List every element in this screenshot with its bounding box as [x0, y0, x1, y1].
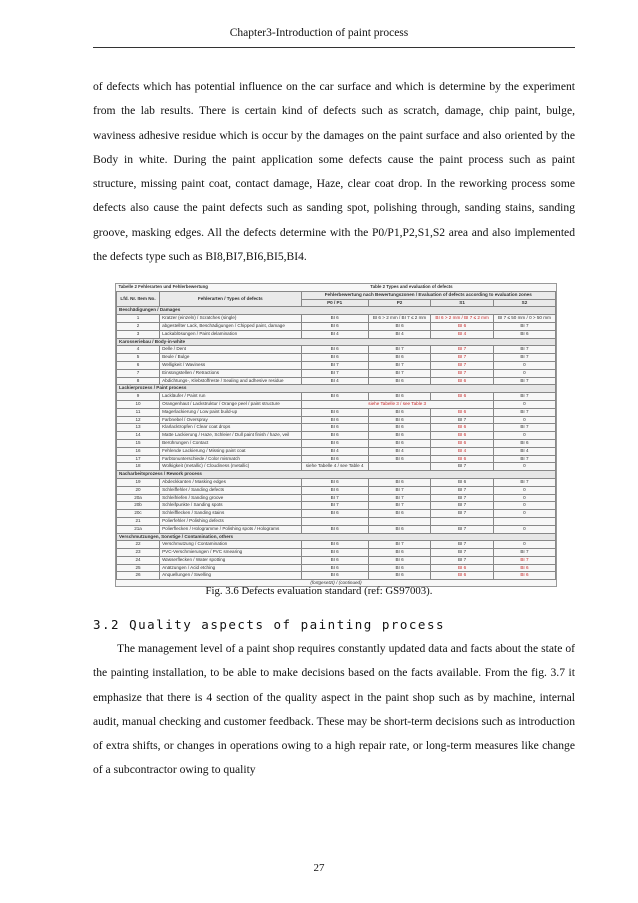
- zone-s2-cell: 0: [493, 486, 555, 494]
- item-no-cell: 4: [117, 346, 160, 354]
- section-heading: 3.2 Quality aspects of painting process: [93, 617, 445, 632]
- zone-s1-cell: BI 6: [431, 393, 494, 401]
- zone-p2-cell: BI 6: [368, 556, 431, 564]
- header-zone-s1: S1: [431, 299, 494, 307]
- table-row: [117, 408, 556, 416]
- defect-type-cell: Fehlende Lackierung / Missing paint coat: [160, 447, 301, 455]
- zone-s2-cell: BI 7: [493, 354, 555, 362]
- item-no-cell: 6: [117, 361, 160, 369]
- item-no-cell: 19: [117, 478, 160, 486]
- table-footer-note: (fortgesetzt) / (continued): [310, 580, 362, 586]
- zone-s2-cell: BI 6: [493, 330, 555, 338]
- table-row: [117, 393, 556, 401]
- item-no-cell: 12: [117, 416, 160, 424]
- item-no-cell: 14: [117, 432, 160, 440]
- zone-s1-cell: BI 6: [431, 377, 494, 385]
- body-paragraph-1: of defects which has potential influence on the car surface and which is determine by the experiment from the lab results. There is certain kind of defects such as scratch, damage, chip paint, bulge, waviness adhesive residue which is occur by the damages on the paint surface and also oriented by the Body in white. During the paint application some defects cause the paint process such as paint structure, missing paint coat, contact damage, Haze, clear coat drop. In the reworking process some defects also cause the paint defects such as sanding spot, polishing through, sanding stains, sanding groove, masking edges. All the defects determine with the P0/P1,P2,S1,S2 area and also implemented the defects type such as BI8,BI7,BI6,BI5,BI4.: [93, 80, 575, 264]
- zone-s2-cell: BI 7: [493, 549, 555, 557]
- item-no-cell: 20c: [117, 510, 160, 518]
- zone-s1-cell: BI 7: [431, 549, 494, 557]
- table-row: [117, 486, 556, 494]
- zone-p0p1-cell: BI 6: [301, 525, 368, 533]
- zone-s2-cell: BI 7: [493, 408, 555, 416]
- zone-p0p1-cell: BI 6: [301, 416, 368, 424]
- zone-p0p1-cell: BI 6: [301, 354, 368, 362]
- zone-p0p1-cell: BI 6: [301, 346, 368, 354]
- zone-p0p1-cell: siehe Tabelle 3 / see Table 3: [301, 400, 493, 408]
- table-row: [117, 502, 556, 510]
- zone-s2-cell: 0: [493, 432, 555, 440]
- table-group-row: [117, 338, 556, 346]
- table-row: [117, 330, 556, 338]
- zone-p2-cell: BI 4: [368, 447, 431, 455]
- zone-s2-cell: 0: [493, 369, 555, 377]
- defect-type-cell: Abdeckkanten / Masking edges: [160, 478, 301, 486]
- zone-s2-cell: BI 7: [493, 556, 555, 564]
- defect-type-cell: Wasserflecken / Water spotting: [160, 556, 301, 564]
- zone-p2-cell: BI 6: [368, 564, 431, 572]
- zone-s1-cell: BI 6: [431, 478, 494, 486]
- zone-p0p1-cell: BI 6: [301, 408, 368, 416]
- header-defect-type: Fehlerarten / Types of defects: [160, 291, 301, 307]
- zone-p2-cell: BI 7: [368, 494, 431, 502]
- item-no-cell: 16: [117, 447, 160, 455]
- header-rule: [93, 47, 575, 48]
- item-no-cell: 2: [117, 322, 160, 330]
- item-no-cell: 5: [117, 354, 160, 362]
- defect-type-cell: Farbtonunterschiede / Color mismatch: [160, 455, 301, 463]
- table-row: [117, 541, 556, 549]
- group-label: Lackierprozess / Paint process: [117, 385, 556, 393]
- zone-s1-cell: BI 7: [431, 346, 494, 354]
- zone-p0p1-cell: BI 7: [301, 361, 368, 369]
- defect-type-cell: Orangenhaut / Lackstruktur / Orange peel / paint structure: [160, 400, 301, 408]
- zone-s1-cell: BI 6: [431, 432, 494, 440]
- zone-s2-cell: BI 6: [493, 439, 555, 447]
- zone-p0p1-cell: BI 6: [301, 455, 368, 463]
- defect-type-cell: Farbnebel / Overspray: [160, 416, 301, 424]
- zone-p0p1-cell: [301, 517, 368, 525]
- defect-type-cell: abgestellter Lack, Beschädigungen / Chipped paint, damage: [160, 322, 301, 330]
- zone-s1-cell: BI 6: [431, 572, 494, 580]
- defect-type-cell: Schleifpunkte / Sanding spots: [160, 502, 301, 510]
- defect-type-cell: Anquellungen / Swelling: [160, 572, 301, 580]
- zone-p0p1-cell: BI 6: [301, 510, 368, 518]
- zone-p2-cell: BI 6: [368, 393, 431, 401]
- item-no-cell: 18: [117, 463, 160, 471]
- header-evaluation: Fehlerbewertung nach Bewertungszonen / Evaluation of defects according to evaluation zones: [301, 291, 555, 299]
- table-row: [117, 346, 556, 354]
- zone-p2-cell: BI 6: [368, 455, 431, 463]
- zone-p2-cell: [368, 517, 431, 525]
- table-row: [117, 322, 556, 330]
- item-no-cell: 11: [117, 408, 160, 416]
- body-paragraph-2: The management level of a paint shop requires constantly updated data and facts about the state of the painting installation, to be able to make decisions based on the facts available. From the fig. 3.7 it emphasize that there is 4 section of the quality aspect in the paint shop such as by machine, internal audit, manual checking and customer feedback. These may be short-term decisions such as introduction of extra shifts, or changes in operations owing to a high repair rate, or long-term measures like change of a subcontractor owing to quality: [93, 642, 575, 777]
- zone-s2-cell: BI 7: [493, 478, 555, 486]
- defects-table-figure: [115, 283, 557, 587]
- table-row: [117, 439, 556, 447]
- group-label: Karosseriebau / Body-in-white: [117, 338, 556, 346]
- table-row: [117, 556, 556, 564]
- defect-type-cell: Polierfehler / Polishing defects: [160, 517, 301, 525]
- zone-s1-cell: BI 6: [431, 322, 494, 330]
- zone-s2-cell: BI 7: [493, 346, 555, 354]
- zone-s1-cell: BI 7: [431, 556, 494, 564]
- header-item-no: Lfd. Nr. Item No.: [117, 291, 160, 307]
- zone-p0p1-cell: BI 4: [301, 330, 368, 338]
- zone-p2-cell: BI 6: [368, 354, 431, 362]
- item-no-cell: 21a: [117, 525, 160, 533]
- item-no-cell: 13: [117, 424, 160, 432]
- item-no-cell: 25: [117, 564, 160, 572]
- defect-type-cell: Magerlackierung / Low paint build-up: [160, 408, 301, 416]
- table-group-row: [117, 471, 556, 479]
- zone-s1-cell: BI 7: [431, 494, 494, 502]
- zone-p2-cell: BI 6: [368, 377, 431, 385]
- table-group-row: [117, 307, 556, 315]
- defect-type-cell: Abdichtungs-, Klebstoffreste / Sealing and adhesive residue: [160, 377, 301, 385]
- table-row: [117, 494, 556, 502]
- zone-s1-cell: BI 7: [431, 416, 494, 424]
- zone-p0p1-cell: BI 4: [301, 447, 368, 455]
- zone-s2-cell: 0: [493, 494, 555, 502]
- defect-type-cell: Welligkeit / Waviness: [160, 361, 301, 369]
- item-no-cell: 3: [117, 330, 160, 338]
- item-no-cell: 20b: [117, 502, 160, 510]
- zone-s2-cell: BI 6: [493, 572, 555, 580]
- zone-s2-cell: BI 6: [493, 564, 555, 572]
- table-row: [117, 510, 556, 518]
- header-zone-p2: P2: [368, 299, 431, 307]
- table-row: [117, 424, 556, 432]
- zone-s1-cell: BI 6: [431, 408, 494, 416]
- table-row: [117, 315, 556, 323]
- zone-p0p1-cell: BI 6: [301, 424, 368, 432]
- zone-p2-cell: BI 6: [368, 408, 431, 416]
- zone-s2-cell: 0: [493, 416, 555, 424]
- item-no-cell: 24: [117, 556, 160, 564]
- table-row: [117, 478, 556, 486]
- defect-type-cell: Verschmutzung / Contamination: [160, 541, 301, 549]
- zone-p2-cell: BI 6: [368, 572, 431, 580]
- zone-p0p1-cell: BI 7: [301, 494, 368, 502]
- zone-s1-cell: [431, 517, 494, 525]
- defect-type-cell: Anätzungen / Acid etching: [160, 564, 301, 572]
- zone-p2-cell: BI 6: [368, 510, 431, 518]
- item-no-cell: 17: [117, 455, 160, 463]
- zone-s1-cell: BI 7: [431, 369, 494, 377]
- table-header-row: [117, 291, 556, 299]
- table-title-left: Tabelle 2 Fehlerarten und Fehlerbewertung: [118, 284, 208, 289]
- defect-type-cell: Polierflecken / Hologramme / Polishing spots / Holograms: [160, 525, 301, 533]
- table-row: [117, 416, 556, 424]
- zone-p0p1-cell: BI 6: [301, 315, 368, 323]
- zone-s1-cell: BI 7: [431, 510, 494, 518]
- item-no-cell: 10: [117, 400, 160, 408]
- table-title-row: [117, 284, 556, 291]
- defects-evaluation-table: [116, 284, 556, 587]
- zone-p0p1-cell: siehe Tabelle 4 / see Table 4: [301, 463, 368, 471]
- zone-s1-cell: BI 7: [431, 502, 494, 510]
- table-group-row: [117, 385, 556, 393]
- defect-type-cell: Schleiffehler / Sanding defects: [160, 486, 301, 494]
- zone-s1-cell: BI 6: [431, 564, 494, 572]
- item-no-cell: 8: [117, 377, 160, 385]
- zone-s1-cell: BI 4: [431, 330, 494, 338]
- defect-type-cell: Schleifflecken / Sanding stains: [160, 510, 301, 518]
- header-zone-p0p1: P0 / P1: [301, 299, 368, 307]
- zone-s2-cell: BI 7: [493, 377, 555, 385]
- zone-s2-cell: BI 7: [493, 455, 555, 463]
- zone-s2-cell: 0: [493, 361, 555, 369]
- zone-p0p1-cell: BI 6: [301, 439, 368, 447]
- item-no-cell: 22: [117, 541, 160, 549]
- table-row: [117, 525, 556, 533]
- running-header: Chapter3-Introduction of paint process: [229, 27, 409, 39]
- zone-p0p1-cell: BI 6: [301, 322, 368, 330]
- zone-p0p1-cell: BI 6: [301, 572, 368, 580]
- table-row: [117, 463, 556, 471]
- zone-s1-cell: BI 7: [431, 525, 494, 533]
- defect-type-cell: Wolkigkeit (metallic) / Cloudiness (metallic): [160, 463, 301, 471]
- zone-s1-cell: BI 6: [431, 424, 494, 432]
- zone-s1-cell: BI 7: [431, 354, 494, 362]
- table-group-row: [117, 533, 556, 541]
- zone-p2-cell: [368, 463, 431, 471]
- zone-p0p1-cell: BI 6: [301, 549, 368, 557]
- zone-p2-cell: BI 7: [368, 346, 431, 354]
- table-row: [117, 564, 556, 572]
- zone-p2-cell: BI 7: [368, 502, 431, 510]
- page-number: 27: [313, 862, 325, 874]
- table-row: [117, 361, 556, 369]
- zone-p2-cell: BI 6: [368, 525, 431, 533]
- zone-p2-cell: BI 6: [368, 322, 431, 330]
- item-no-cell: 1: [117, 315, 160, 323]
- zone-p2-cell: BI 6: [368, 432, 431, 440]
- defect-type-cell: Berührungen / Contact: [160, 439, 301, 447]
- table-row: [117, 447, 556, 455]
- table-body: [117, 307, 556, 580]
- defect-type-cell: Lackläufer / Paint run: [160, 393, 301, 401]
- zone-p0p1-cell: BI 6: [301, 432, 368, 440]
- item-no-cell: 20: [117, 486, 160, 494]
- zone-p0p1-cell: BI 6: [301, 541, 368, 549]
- zone-p0p1-cell: BI 6: [301, 393, 368, 401]
- item-no-cell: 20a: [117, 494, 160, 502]
- defect-type-cell: Matte Lackierung / Haze, Schleier / Dull paint finish / haze, veil: [160, 432, 301, 440]
- zone-s1-cell: BI 4: [431, 447, 494, 455]
- zone-s2-cell: 0: [493, 510, 555, 518]
- zone-p2-cell: BI 7: [368, 486, 431, 494]
- table-row: [117, 377, 556, 385]
- zone-p2-cell: BI 4: [368, 330, 431, 338]
- table-row: [117, 572, 556, 580]
- item-no-cell: 9: [117, 393, 160, 401]
- zone-p0p1-cell: BI 6: [301, 486, 368, 494]
- defect-type-cell: Beule / Bulge: [160, 354, 301, 362]
- table-row: [117, 354, 556, 362]
- group-label: Beschädigungen / Damages: [117, 307, 556, 315]
- figure-caption: Fig. 3.6 Defects evaluation standard (ref: GS97003).: [205, 585, 433, 597]
- zone-p0p1-cell: BI 6: [301, 478, 368, 486]
- defect-type-cell: Einsüngstellen / Retractions: [160, 369, 301, 377]
- zone-s2-cell: 0: [493, 400, 555, 408]
- table-row: [117, 432, 556, 440]
- zone-s1-cell: BI 7: [431, 541, 494, 549]
- zone-p2-cell: BI 7: [368, 361, 431, 369]
- defect-type-cell: Kratzer (einzeln) / Scratches (single): [160, 315, 301, 323]
- header-zone-s2: S2: [493, 299, 555, 307]
- zone-p0p1-cell: BI 6: [301, 556, 368, 564]
- zone-s2-cell: 0: [493, 525, 555, 533]
- zone-s1-cell: BI 7: [431, 361, 494, 369]
- item-no-cell: 23: [117, 549, 160, 557]
- defect-type-cell: Klarlacktropfen / Clear coat drops: [160, 424, 301, 432]
- table-row: [117, 517, 556, 525]
- zone-s2-cell: 0: [493, 502, 555, 510]
- zone-s1-cell: BI 6: [431, 455, 494, 463]
- zone-p0p1-cell: BI 7: [301, 502, 368, 510]
- zone-s2-cell: 0: [493, 541, 555, 549]
- table-title-right: Table 2 Types and evaluation of defects: [370, 284, 453, 289]
- table-row: [117, 455, 556, 463]
- zone-s1-cell: BI 6: [431, 439, 494, 447]
- zone-s1-cell: BI 7: [431, 463, 494, 471]
- table-row: [117, 369, 556, 377]
- zone-s2-cell: BI 4: [493, 447, 555, 455]
- zone-s2-cell: BI 7: [493, 393, 555, 401]
- zone-p2-cell: BI 7: [368, 541, 431, 549]
- defect-type-cell: PVC-Verschmierungen / PVC smearing: [160, 549, 301, 557]
- zone-p0p1-cell: BI 4: [301, 377, 368, 385]
- zone-p2-cell: BI 7: [368, 369, 431, 377]
- group-label: Nacharbeitsprozess / Rework process: [117, 471, 556, 479]
- zone-p2-cell: BI 6 > 2 mm / BI 7 ≤ 2 mm: [368, 315, 431, 323]
- zone-p2-cell: BI 6: [368, 424, 431, 432]
- zone-p2-cell: BI 6: [368, 416, 431, 424]
- zone-s2-cell: BI 7: [493, 424, 555, 432]
- item-no-cell: 15: [117, 439, 160, 447]
- zone-p0p1-cell: BI 7: [301, 369, 368, 377]
- table-row: [117, 400, 556, 408]
- defect-type-cell: Lackablösungen / Paint delamination: [160, 330, 301, 338]
- zone-p2-cell: BI 6: [368, 439, 431, 447]
- defect-type-cell: Delle / Dent: [160, 346, 301, 354]
- zone-s2-cell: BI 7 ≤ 50 mm / 0 > 50 mm: [493, 315, 555, 323]
- zone-s2-cell: [493, 517, 555, 525]
- zone-s1-cell: BI 7: [431, 486, 494, 494]
- item-no-cell: 7: [117, 369, 160, 377]
- zone-s2-cell: 0: [493, 463, 555, 471]
- zone-s1-cell: BI 6 > 2 mm / BI 7 ≤ 2 mm: [431, 315, 494, 323]
- zone-p2-cell: BI 6: [368, 478, 431, 486]
- zone-s2-cell: BI 7: [493, 322, 555, 330]
- group-label: Verschmutzungen, Sonstige / Contamination, others: [117, 533, 556, 541]
- item-no-cell: 21: [117, 517, 160, 525]
- table-row: [117, 549, 556, 557]
- defect-type-cell: Schleifriefen / Sanding groove: [160, 494, 301, 502]
- zone-p2-cell: BI 6: [368, 549, 431, 557]
- item-no-cell: 26: [117, 572, 160, 580]
- zone-p0p1-cell: BI 6: [301, 564, 368, 572]
